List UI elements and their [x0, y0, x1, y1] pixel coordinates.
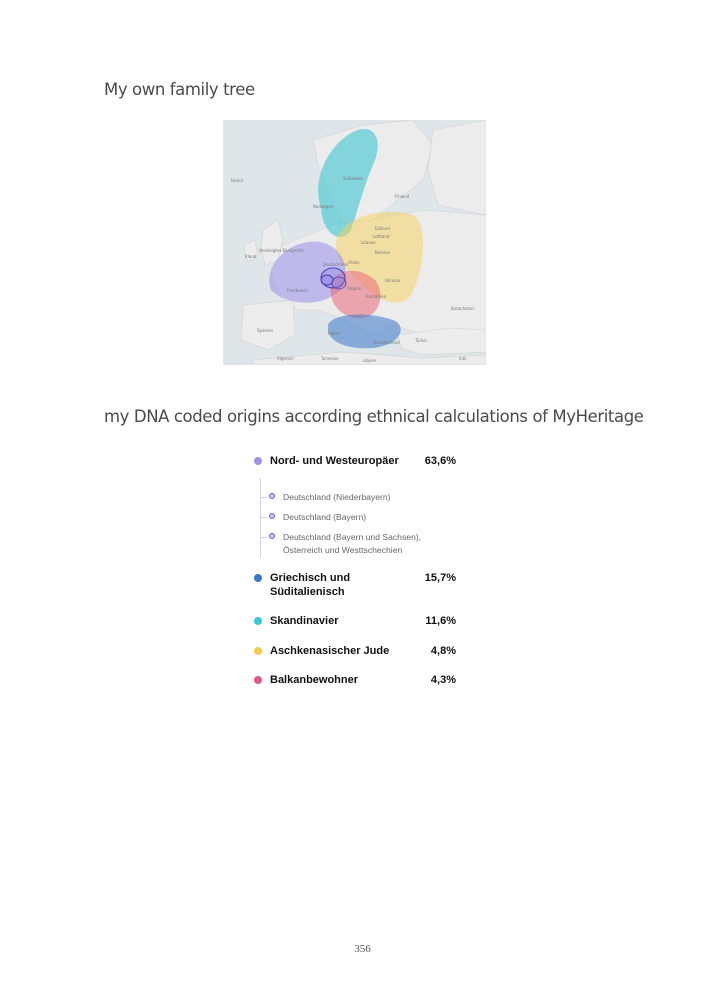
- ethnicity-dot: [254, 574, 262, 582]
- map-label-finland: Finland: [395, 194, 410, 199]
- europe-map-graphic: [223, 120, 486, 365]
- subregion-label: Deutschland (Bayern): [283, 512, 367, 522]
- ethnicity-name: Nord- und Westeuropäer: [270, 455, 399, 467]
- map-label-uk: Vereinigtes Königreich: [259, 248, 304, 253]
- map-label-spain: Spanien: [257, 328, 274, 333]
- subregion-label: Deutschland (Bayern und Sachsen), Österreich und Westtschechien: [283, 532, 422, 555]
- map-label-italy: Italien: [328, 331, 341, 336]
- map-label-poland: Polen: [349, 260, 360, 265]
- map-label-france: Frankreich: [287, 288, 308, 293]
- map-label-germany: Deutschland: [323, 262, 349, 267]
- ethnicity-dot: [254, 676, 262, 684]
- ethnicity-map: [223, 120, 486, 365]
- land-russia: [428, 120, 486, 215]
- map-label-greece: Griechenland: [373, 340, 400, 345]
- map-label-norway: Norwegen: [313, 204, 334, 209]
- subregion-label: Deutschland (Niederbayern): [283, 492, 391, 502]
- dna-origins-heading: my DNA coded origins according ethnical calculations of MyHeritage: [104, 407, 644, 426]
- ethnicity-name: Balkanbewohner: [270, 674, 359, 686]
- map-label-algeria: Algerien: [277, 356, 294, 361]
- ethnicity-name: Griechisch und Süditalienisch: [270, 572, 351, 598]
- ethnicity-percent: 4,3%: [430, 674, 456, 686]
- subregion-connector: [260, 478, 261, 558]
- ethnicity-name: Skandinavier: [270, 615, 339, 627]
- map-label-romania: Rumänien: [366, 294, 387, 299]
- map-label-ireland: Irland: [245, 254, 257, 259]
- map-label-sweden: Schweden: [343, 176, 364, 181]
- ethnicity-percent: 63,6%: [424, 455, 456, 467]
- map-label-turkey: Türkei: [415, 338, 427, 343]
- subregion-saxony-austria-outline: [332, 277, 346, 289]
- ethnicity-percent: 15,7%: [424, 572, 456, 584]
- subregion-tick: [260, 517, 268, 518]
- ethnicity-legend: [250, 450, 462, 690]
- map-label-ukraine: Ukraine: [385, 278, 401, 283]
- ethnicity-dot: [254, 647, 262, 655]
- subregion-dot: [269, 493, 275, 499]
- map-label-iceland: Island: [231, 178, 243, 183]
- map-label-libya: Libyen: [363, 358, 377, 363]
- subregion-dot: [269, 533, 275, 539]
- map-label-belarus: Belarus: [375, 250, 391, 255]
- page-number: 356: [354, 943, 371, 955]
- ethnicity-percent: 4,8%: [430, 645, 456, 657]
- ethnicity-name: Aschkenasischer Jude: [270, 645, 390, 657]
- map-label-lithuania: Litauen: [361, 240, 376, 245]
- ethnicity-percent: 11,6%: [425, 615, 456, 627]
- map-label-iraq: Irak: [459, 356, 467, 361]
- map-label-hungary: Ungarn: [347, 286, 362, 291]
- map-label-tunisia: Tunesien: [321, 356, 339, 361]
- map-label-latvia: Lettland: [373, 234, 390, 239]
- map-label-estonia: Estland: [375, 226, 390, 231]
- ethnicity-dot: [254, 457, 262, 465]
- subregion-lower-bavaria-outline: [321, 275, 333, 285]
- subregion-dot: [269, 513, 275, 519]
- subregion-tick: [260, 497, 268, 498]
- family-tree-heading: My own family tree: [104, 80, 255, 99]
- subregion-tick: [260, 537, 268, 538]
- ethnicity-dot: [254, 617, 262, 625]
- map-label-kazakhstan: Kasachstan: [451, 306, 474, 311]
